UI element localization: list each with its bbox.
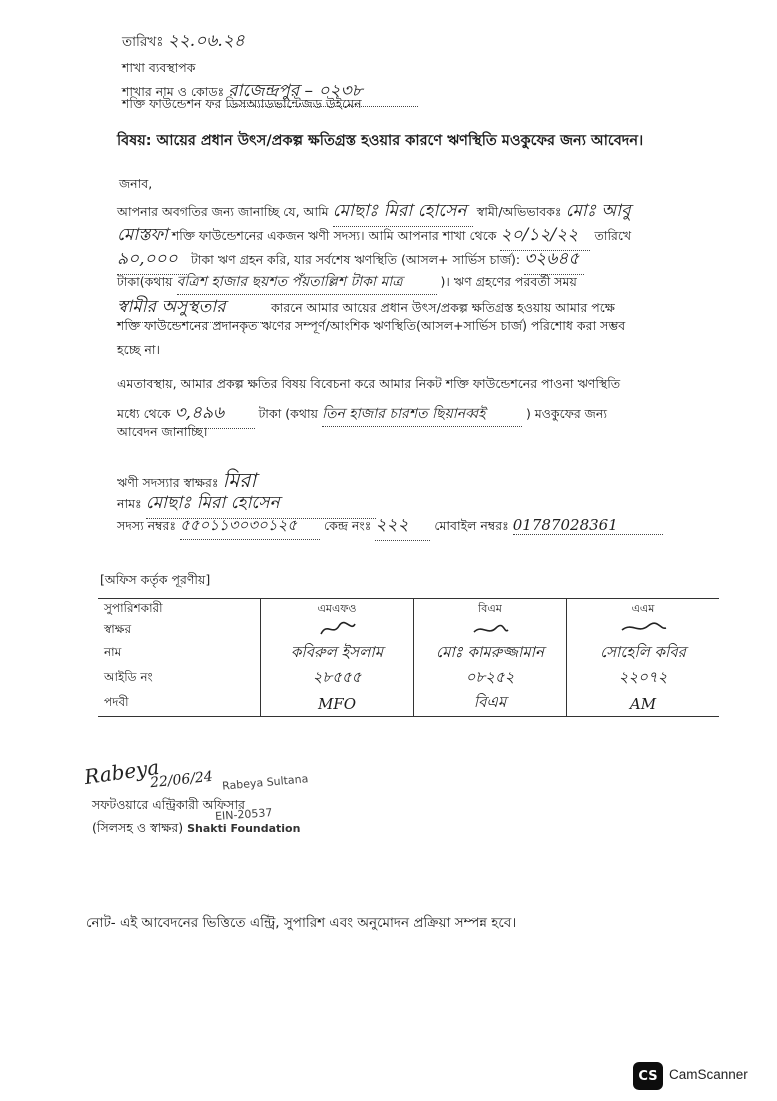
applicant-name: মোছাঃ মিরা হোসেন — [333, 198, 473, 227]
body-text: স্বামী/অভিভাবকঃ — [476, 204, 562, 219]
para2-line-3: আবেদন জানাচ্ছি। — [117, 424, 208, 439]
footer-note: নোট- এই আবেদনের ভিত্তিতে এন্ট্রি, সুপারিশ এবং অনুমোদন প্রক্রিয়া সম্পন্ন হবে। — [86, 915, 517, 931]
waive-amount: ৩,৪৯৬ — [175, 400, 255, 429]
para2-line-1: এমতাবস্থায়, আমার প্রকল্প ক্ষতির বিষয় বিবেচনা করে আমার নিকট শক্তি ফাউন্ডেশনের পাওনা ঋণস্থিতি — [117, 376, 621, 391]
camscanner-logo-icon: CS — [633, 1062, 663, 1090]
col-head: এমএফও — [261, 599, 414, 621]
office-table — [98, 598, 719, 717]
table-row — [98, 666, 719, 691]
table-row — [98, 620, 719, 641]
table-row — [98, 599, 719, 621]
date-label: তারিখঃ — [122, 34, 164, 50]
body-text: টাকা(কথায় — [117, 274, 173, 289]
salutation: জনাব, — [119, 176, 153, 191]
approver-ein-stamp: EIN-20537 — [214, 806, 273, 823]
id-cell: ২২০৭২ — [567, 666, 720, 691]
member-ids-line — [117, 512, 663, 541]
branch-label: শাখার নাম ও কোডঃ — [122, 84, 225, 99]
loan-balance: ৩২৬৪৫ — [524, 246, 584, 275]
center-number: ২২২ — [375, 512, 430, 541]
row-label: সুপারিশকারী — [98, 599, 261, 621]
balance-in-words: বত্রিশ হাজার ছয়শত পঁয়তাল্লিশ টাকা মাত্র — [177, 270, 437, 295]
member-number: ৫৫০১১৩০৩০১২৫ — [180, 514, 320, 540]
name-cell: সোহেলি কবির — [567, 641, 720, 666]
guardian-name-2: মোস্তফা — [117, 225, 168, 245]
body-text: কারনে আমার আয়ের প্রধান উৎস/প্রকল্প ক্ষতিগ্রস্ত হওয়ায় আমার পক্ষে — [270, 300, 615, 315]
body-text: ) মওকুফের জন্য — [525, 406, 607, 421]
member-no-label: সদস্য নম্বরঃ — [117, 518, 177, 533]
body-text: টাকা ঋণ গ্রহন করি, যার সর্বশেষ ঋণস্থিতি (আসল+ সার্ভিস চার্জ): — [190, 252, 521, 267]
guardian-name: মোঃ আবু — [565, 201, 631, 221]
designation-cell: বিএম — [414, 691, 567, 717]
col-head: এএম — [567, 599, 720, 621]
body-line-4 — [117, 270, 577, 295]
row-label: আইডি নং — [104, 669, 153, 684]
loan-date: ২০/১২/২২ — [500, 222, 590, 251]
body-text: )। ঋণ গ্রহণের পরবর্তী সময় — [440, 274, 577, 289]
row-label: নাম — [104, 644, 122, 659]
body-text: মধ্যে থেকে — [117, 406, 171, 421]
signature-cell — [567, 620, 720, 641]
recipient-title: শাখা ব্যবস্থাপক — [122, 60, 196, 75]
signature-cell — [261, 620, 414, 641]
approver-signature: Rabeya — [82, 754, 161, 790]
org-stamp: Shakti Foundation — [187, 822, 301, 835]
org-line: শক্তি ফাউন্ডেশন ফর ডিসঅ্যাডভান্টেজড উইমেন — [122, 96, 362, 111]
mobile-number: 01787028361 — [513, 516, 663, 535]
name-label: নামঃ — [117, 496, 142, 511]
loss-reason: স্বামীর অসুস্থতার — [117, 294, 267, 323]
approver-sub-label — [92, 820, 300, 840]
date-value: ২২.০৬.২৪ — [167, 31, 245, 51]
body-text: শক্তি ফাউন্ডেশনের একজন ঋণী সদস্য। আমি আপনার শাখা থেকে — [171, 228, 497, 243]
camscanner-label: CamScanner — [669, 1067, 748, 1082]
loan-amount: ৯০,০০০ — [117, 246, 187, 275]
table-row — [98, 641, 719, 666]
waive-amount-words: তিন হাজার চারশত ছিয়ানব্বই — [322, 402, 522, 427]
office-section-title: [অফিস কর্তৃক পূরণীয়] — [100, 572, 211, 587]
row-label: স্বাক্ষর — [104, 621, 132, 636]
body-line-6: শক্তি ফাউন্ডেশনের প্রদানকৃত ঋণের সম্পূর্ণ/আংশিক ঋণস্থিতি(আসল+সার্ভিস চার্জ) পরিশোধ করা সম্ভব — [117, 318, 626, 333]
row-label: পদবী — [98, 691, 261, 717]
mobile-label: মোবাইল নম্বরঃ — [434, 518, 509, 533]
member-signature: মিরা — [222, 468, 257, 492]
designation-cell: AM — [567, 691, 720, 717]
body-text: তারিখে — [594, 228, 632, 243]
col-head: বিএম — [414, 599, 567, 621]
designation-cell: MFO — [261, 691, 414, 717]
signature-cell — [414, 620, 567, 641]
name-cell: কবিরুল ইসলাম — [261, 641, 414, 666]
subject-line: বিষয়: আয়ের প্রধান উৎস/প্রকল্প ক্ষতিগ্রস্ত হওয়ার কারণে ঋণস্থিতি মওকুফের জন্য আবেদন। — [117, 133, 644, 149]
signature-label: ঋণী সদস্যার স্বাক্ষরঃ — [117, 475, 219, 490]
seal-label: (সিলসহ ও স্বাক্ষর) — [92, 820, 184, 835]
id-cell: ২৮৫৫৫ — [261, 666, 414, 691]
id-cell: ০৮২৫২ — [414, 666, 567, 691]
approver-label: সফটওয়ারে এন্ট্রিকারী অফিসার — [92, 797, 245, 812]
signature-scribble — [618, 620, 668, 638]
body-line-7: হচ্ছে না। — [117, 342, 160, 357]
approver-date: 22/06/24 — [149, 768, 214, 792]
member-name: মোছাঃ মিরা হোসেন — [146, 490, 376, 519]
signature-scribble — [470, 620, 510, 638]
center-label: কেন্দ্র নংঃ — [324, 518, 372, 533]
name-cell: মোঃ কামরুজ্জামান — [414, 641, 567, 666]
signature-scribble — [317, 620, 357, 638]
branch-value: রাজেন্দ্রপুর – ০২৩৮ — [228, 78, 418, 107]
body-text: আপনার অবগতির জন্য জানাচ্ছি যে, আমি — [117, 204, 329, 219]
body-text: টাকা (কথায় — [258, 406, 318, 421]
table-row — [98, 691, 719, 717]
approver-name-stamp: Rabeya Sultana — [221, 772, 309, 793]
date-line — [122, 28, 245, 56]
